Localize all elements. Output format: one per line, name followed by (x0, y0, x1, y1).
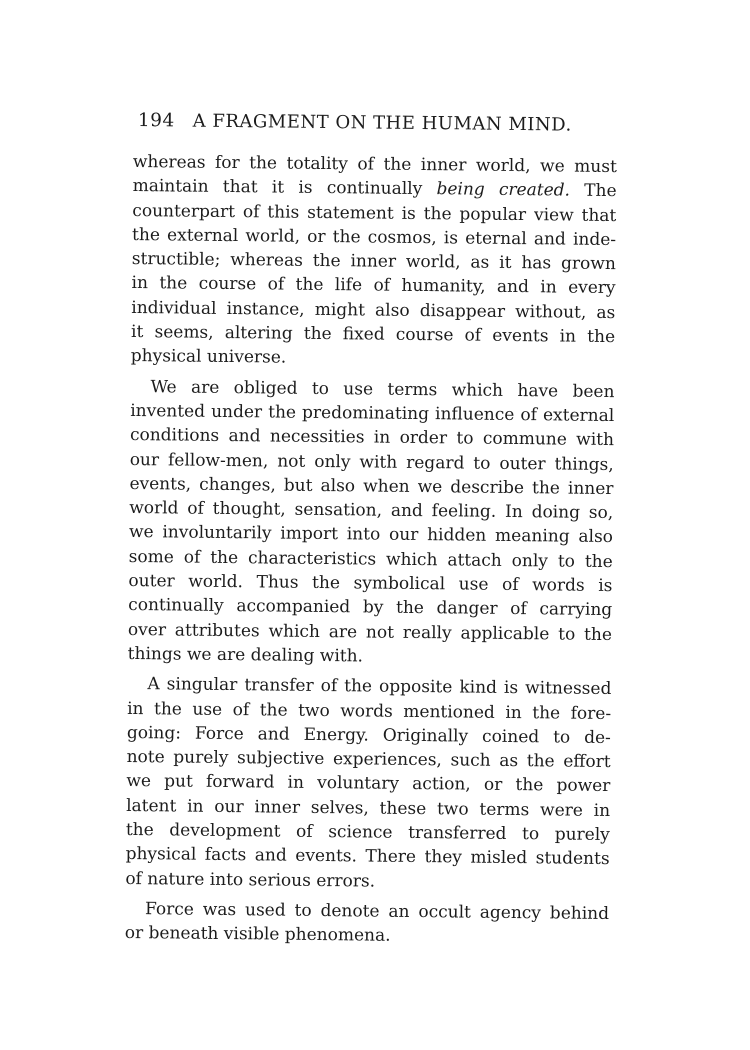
text-line: physical universe. (130, 346, 287, 368)
text-line: over attributes which are not really applicable to the (127, 619, 613, 645)
text-line: individual instance, might also disappear without, as (131, 297, 616, 323)
text-line: our fellow-men, not only with regard to outer things, (129, 449, 614, 475)
text-line: whereas for the totality of the inner world, we must (132, 151, 617, 178)
text-line: counterpart of this statement is the popular view that (132, 200, 617, 226)
text-line: the external world, or the cosmos, is eternal and inde- (132, 224, 617, 250)
text-line: it seems, altering the fixed course of events in the (130, 322, 616, 348)
paragraph (128, 375, 615, 672)
text-line: in the use of the two words mentioned in the fore- (127, 698, 612, 724)
paragraph (131, 150, 617, 374)
text-line: We are obliged to use terms which have been (150, 376, 615, 402)
text-line: in the course of the life of humanity, and in every (131, 273, 616, 299)
text-line: Force was used to denote an occult agency behind (144, 899, 610, 924)
text-line: things we are dealing with. (127, 643, 364, 667)
text-line: or beneath visible phenomena. (124, 923, 391, 946)
text-line: going: Force and Energy. Originally coined to de- (126, 722, 611, 748)
text-line: we put forward in voluntary action, or the power (126, 771, 611, 797)
text-line: physical facts and events. There they misled students (125, 844, 610, 870)
text-line: A singular transfer of the opposite kind is witnessed (147, 674, 612, 700)
text-line: we involuntarily import into our hidden meaning also (128, 522, 614, 548)
paragraph (125, 897, 609, 951)
page-body (125, 150, 617, 957)
text-line: latent in our inner selves, these two terms were in (126, 795, 611, 821)
running-header (138, 110, 578, 147)
text-line: some of the characteristics which attach only to the (128, 546, 613, 572)
text-line: invented under the predominating influence of external (130, 400, 615, 427)
text-line-start: maintain that it is continually (132, 176, 437, 200)
text-line: events, changes, but also when we describe the inner (129, 473, 614, 499)
italic-phrase: being created. (436, 179, 571, 201)
text-line: continually accompanied by the danger of carrying (128, 595, 613, 621)
text-line-end: The (569, 180, 617, 202)
text-line: the development of science transferred to purely (125, 819, 610, 846)
text-line: conditions and necessities in order to commune with (129, 425, 615, 451)
text-line: world of thought, sensation, and feeling. In doing so, (129, 498, 614, 524)
page-number: 194 (137, 110, 175, 132)
running-title: A FRAGMENT ON THE HUMAN MIND. (192, 110, 572, 136)
text-line: outer world. Thus the symbolical use of words is (128, 571, 613, 597)
text-line: of nature into serious errors. (125, 868, 376, 892)
paragraph (125, 672, 611, 896)
text-line: structible; whereas the inner world, as it has grown (131, 249, 616, 275)
text-line: note purely subjective experiences, such as the effort (126, 747, 611, 773)
